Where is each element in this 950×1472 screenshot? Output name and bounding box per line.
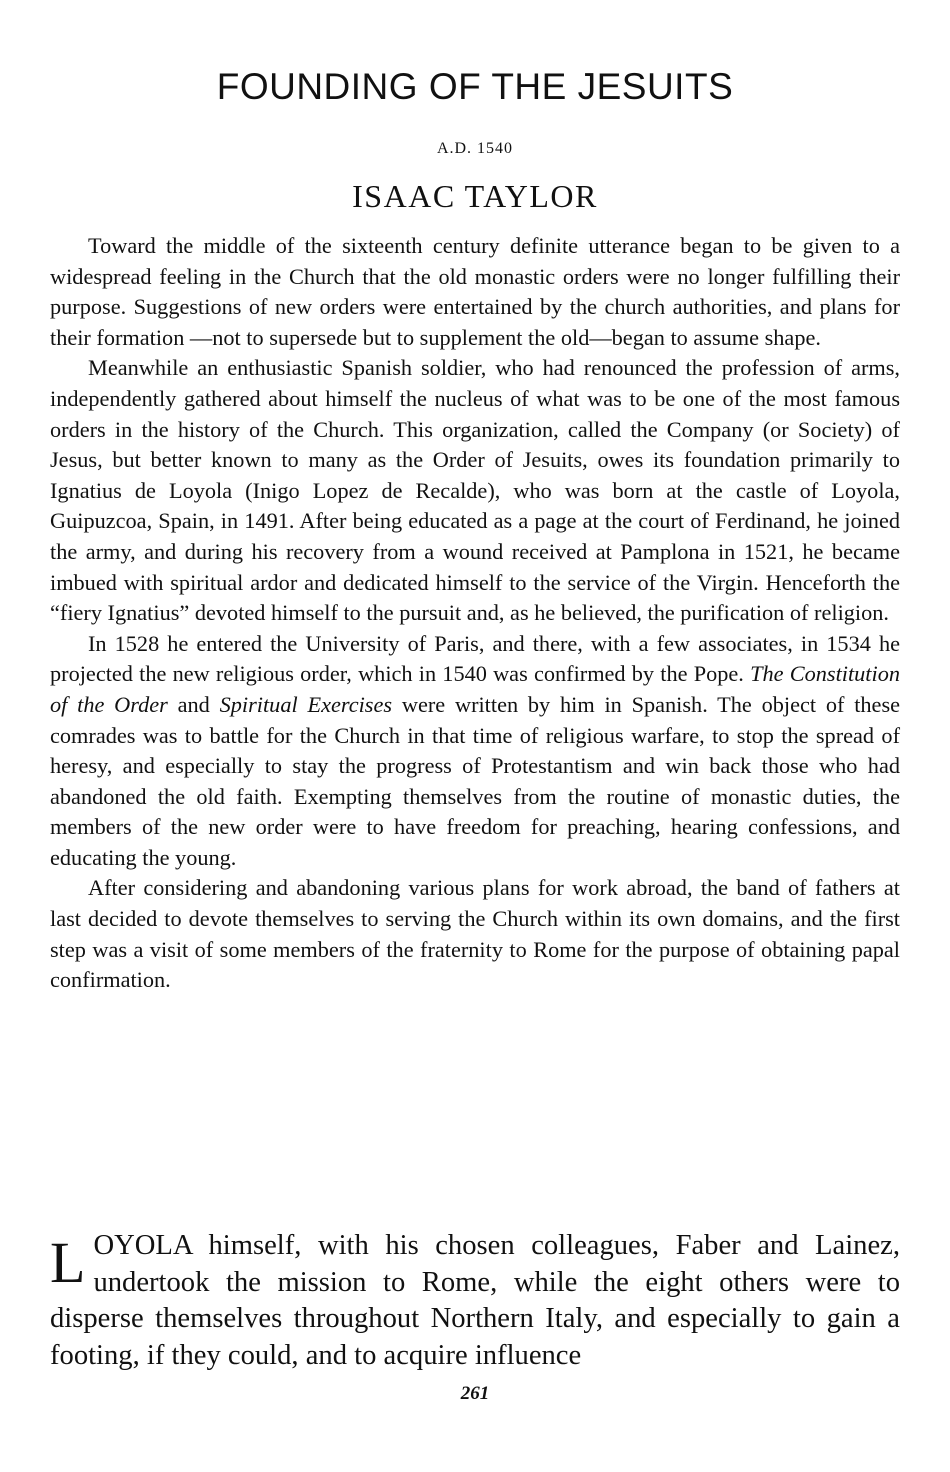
intro-paragraph-4: After considering and abandoning various plans for work abroad, the band of fathers at last decided to devote themselves to serving the Church within its own domains, and the first step was a visit of some members of the fraternity to Rome for the purpose of obtaining papal confirmation. xyxy=(50,875,900,993)
introduction xyxy=(50,231,900,996)
work-title-constitution: The Constitution of the Order xyxy=(50,661,900,717)
intro-paragraph-1: Toward the middle of the sixteenth century definite utterance began to be given to a widespread feeling in the Church that the old monastic orders were no longer fulfilling their purpose. Suggestions of new orders were entertained by the church authorities, and plans for their formation —not to supersede but to supplement the old—began to assume shape. xyxy=(50,233,900,350)
intro-paragraph-3-start: In 1528 he entered the University of Paris, and there, with a few associates, in 1534 he projected the new religious order, which in 1540 was confirmed by the Pope. xyxy=(50,630,900,687)
work-title-exercises: Spiritual Exercises xyxy=(219,691,393,717)
author-name: ISAAC TAYLOR xyxy=(352,178,598,214)
chapter-date: A.D. 1540 xyxy=(436,140,514,157)
main-text xyxy=(50,1228,900,1374)
conjunction: and xyxy=(177,691,210,717)
drop-cap: L xyxy=(50,1230,86,1295)
chapter-title: FOUNDING OF THE JESUITS xyxy=(216,66,734,107)
intro-paragraph-2: Meanwhile an enthusiastic Spanish soldier, who had renounced the profession of arms, independently gathered about himself the nucleus of what was to be one of the most famous orders in the history of the Church. This organization, called the Company (or Society) of Jesus, but better known to many as the Order of Jesuits, owes its foundation primarily to Ignatius de Loyola (Inigo Lopez de Recalde), who was born at the castle of Loyola, Guipuzcoa, Spain, in 1491. After being educated as a page at the court of Ferdinand, he joined the army, and during his recovery from a wound received at Pamplona in 1521, he became imbued with spiritual ardor and dedicated himself to the service of the Virgin. Henceforth the “fiery Ignatius” devoted himself to the pursuit and, as he believed, the purification of religion. xyxy=(50,355,900,626)
main-text-body: OYOLA himself, with his chosen colleagues, Faber and Lainez, undertook the mission to Rome, while the eight others were to disperse themselves throughout Northern Italy, and especially to gain a footing, if they could, and to acquire influence xyxy=(50,1230,900,1371)
page-number: 261 xyxy=(460,1383,490,1404)
intro-paragraph-3 xyxy=(50,629,900,874)
intro-paragraph-3-end: were written by him in Spanish. The object of these comrades was to battle for the Church in that time of religious warfare, to stop the spread of heresy, and especially to stay the progress of Protestantism and win back those who had abandoned the old faith. Exempting themselves from the routine of monastic duties, the members of the new order were to have freedom for preaching, hearing confessions, and educating the young. xyxy=(50,691,901,870)
